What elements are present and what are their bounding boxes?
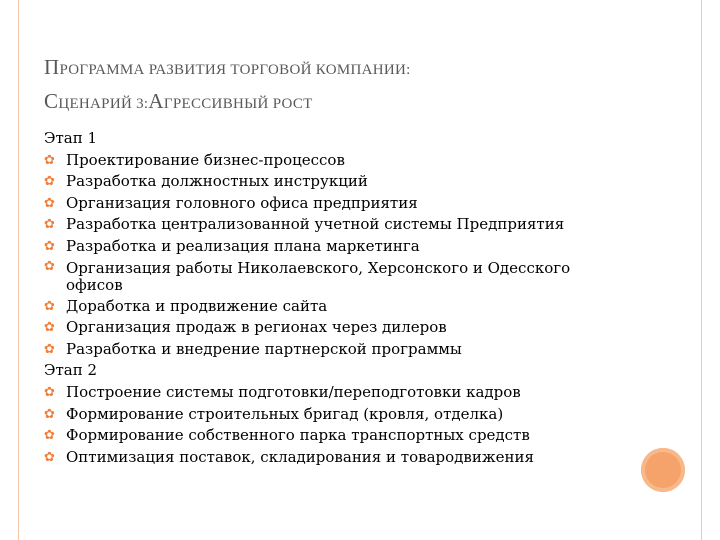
list-item: ✿ Организация работы Николаевского, Херсонского и Одесского офисов [44,258,604,296]
list-item: ✿ Доработка и продвижение сайта [44,296,604,318]
bullet-icon: ✿ [44,217,55,233]
list-item: ✿ Формирование строительных бригад (кровля, отделка) [44,404,604,426]
list-item: ✿ Организация продаж в регионах через дилеров [44,317,604,339]
list-item: ✿ Оптимизация поставок, складирования и товародвижения [44,447,604,469]
bullet-icon: ✿ [44,320,55,336]
slide-title [44,52,664,120]
title-line-2: СЦЕНАРИЙ 3:АГРЕССИВНЫЙ РОСТ [44,89,313,113]
bullet-icon: ✿ [44,238,55,254]
bullet-icon: ✿ [44,428,55,444]
list-item: ✿ Построение системы подготовки/переподготовки кадров [44,382,604,404]
bullet-icon: ✿ [44,341,55,357]
bullet-icon: ✿ [44,384,55,400]
stage-1-list [44,150,604,361]
bullet-icon: ✿ [44,174,55,190]
bullet-icon: ✿ [44,406,55,422]
stage-2-list [44,382,604,468]
bullet-icon: ✿ [44,449,55,465]
stage-1-label: Этап 1 [44,129,98,147]
bullet-icon: ✿ [44,195,55,211]
list-item: ✿ Разработка должностных инструкций [44,171,604,193]
bullet-icon: ✿ [44,298,55,314]
list-item: ✿ Проектирование бизнес-процессов [44,150,604,172]
stage-2-label: Этап 2 [44,361,98,380]
list-item: ✿ Организация головного офиса предприятия [44,193,604,215]
decorative-circle [641,448,685,492]
list-item: ✿ Разработка и реализация плана маркетинга [44,236,604,258]
bullet-icon: ✿ [44,152,55,168]
list-item: ✿ Формирование собственного парка транспортных средств [44,425,604,447]
list-item: ✿ Разработка и внедрение партнерской программы [44,339,604,361]
list-item: ✿ Разработка централизованной учетной системы Предприятия [44,214,604,236]
slide-content [44,128,604,468]
bullet-icon: ✿ [44,258,55,274]
title-line-1: ПРОГРАММА РАЗВИТИЯ ТОРГОВОЙ КОМПАНИИ: [44,55,411,79]
